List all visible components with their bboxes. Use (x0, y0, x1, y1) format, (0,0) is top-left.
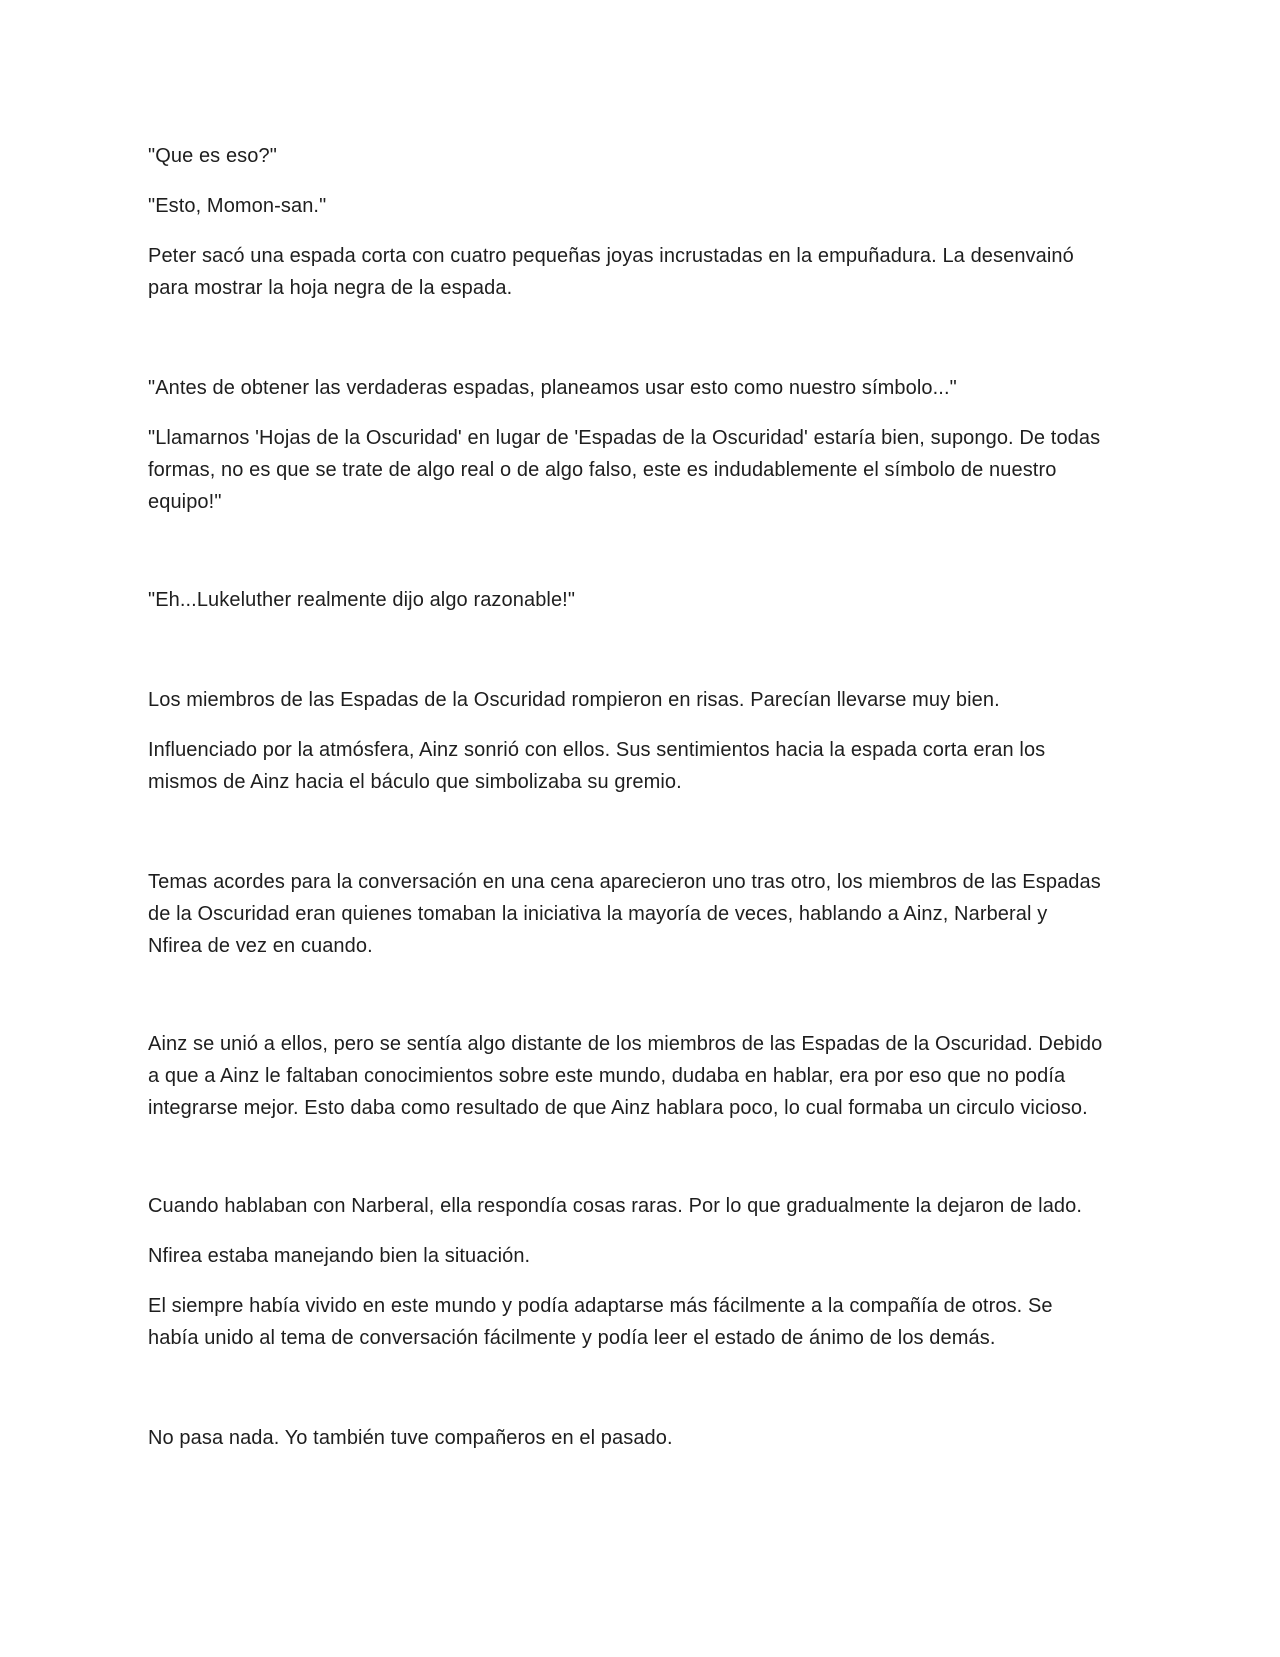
paragraph-5: "Llamarnos 'Hojas de la Oscuridad' en lugar de 'Espadas de la Oscuridad' estaría bien, supongo. De todas formas, no es que se trate de algo real o de algo falso, este es indudablemente el símbolo de nuestro equipo!" (148, 427, 1101, 513)
paragraph-13: El siempre había vivido en este mundo y podía adaptarse más fácilmente a la compañía de otros. Se había unido al tema de conversación fácilmente y podía leer el estado de ánimo de los demás. (148, 1295, 1053, 1349)
paragraph-11: Cuando hablaban con Narberal, ella respondía cosas raras. Por lo que gradualmente la dejaron de lado. (148, 1195, 1083, 1217)
paragraph-8: Influenciado por la atmósfera, Ainz sonrió con ellos. Sus sentimientos hacia la espada corta eran los mismos de Ainz hacia el báculo que simbolizaba su gremio. (148, 739, 1046, 793)
paragraph-4: "Antes de obtener las verdaderas espadas, planeamos usar esto como nuestro símbolo..." (148, 377, 957, 399)
paragraph-14: No pasa nada. Yo también tuve compañeros en el pasado. (148, 1427, 673, 1449)
paragraph-12: Nfirea estaba manejando bien la situación. (148, 1245, 531, 1267)
paragraph-9: Temas acordes para la conversación en una cena aparecieron uno tras otro, los miembros de las Espadas de la Oscuridad eran quienes tomaban la iniciativa la mayoría de veces, hablando a Ainz, Narberal y Nfirea de vez en cuando. (148, 871, 1101, 957)
paragraph-1: "Que es eso?" (148, 145, 277, 167)
paragraph-7: Los miembros de las Espadas de la Oscuridad rompieron en risas. Parecían llevarse muy bien. (148, 689, 1000, 711)
paragraph-10: Ainz se unió a ellos, pero se sentía algo distante de los miembros de las Espadas de la Oscuridad. Debido a que a Ainz le faltaban conocimientos sobre este mundo, dudaba en hablar, era por eso que no podía integrarse mejor. Esto daba como resultado de que Ainz hablara poco, lo cual formaba un circulo vicioso. (148, 1033, 1103, 1119)
paragraph-2: "Esto, Momon-san." (148, 195, 327, 217)
paragraph-6: "Eh...Lukeluther realmente dijo algo razonable!" (148, 589, 576, 611)
paragraph-3: Peter sacó una espada corta con cuatro pequeñas joyas incrustadas en la empuñadura. La desenvainó para mostrar la hoja negra de la espada. (148, 245, 1074, 299)
